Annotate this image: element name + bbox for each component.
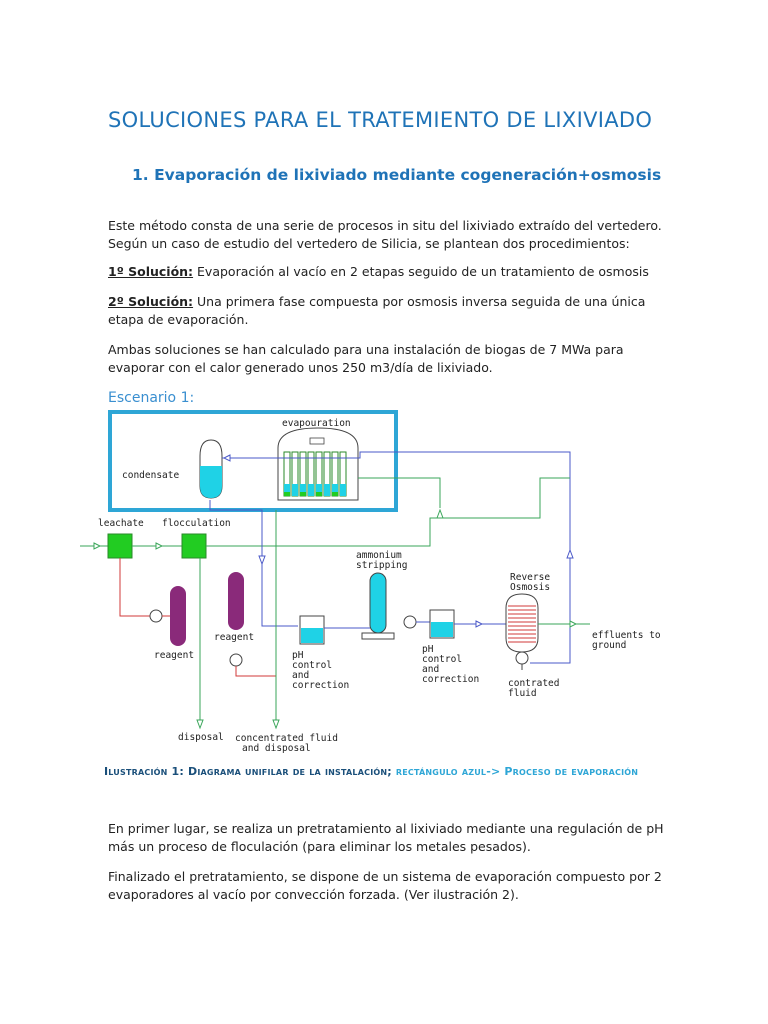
solution-1-label: 1º Solución:	[108, 264, 194, 279]
label-ph2-a: pH	[422, 644, 434, 655]
label-flocculation: flocculation	[162, 518, 231, 529]
both-solutions-paragraph: Ambas soluciones se han calculado para una instalación de biogas de 7 MWa para evaporar con el calor generado unos 250 m3/día de lixiviado.	[108, 342, 624, 375]
label-osmosis: Osmosis	[510, 582, 551, 593]
solution-2-label: 2º Solución:	[108, 294, 194, 309]
label-evapouration: evapouration	[282, 418, 351, 429]
flocculation-tank	[182, 534, 206, 558]
reagent-1-tank	[170, 586, 186, 646]
label-ph2-b: control	[422, 654, 463, 665]
label-effluents-2: ground	[592, 640, 627, 651]
figure-caption	[104, 765, 638, 778]
reverse-osmosis-unit	[506, 594, 538, 652]
pump-1-icon	[150, 610, 162, 622]
reagent-2-tank	[228, 572, 244, 630]
solution-1-text: Evaporación al vacío en 2 etapas seguido de un tratamiento de osmosis	[193, 264, 649, 279]
pretreatment-paragraph: En primer lugar, se realiza un pretratamiento al lixiviado mediante una regulación de pH más un proceso de floculación (para eliminar los metales pesados).	[108, 821, 664, 854]
leachate-tank	[108, 534, 132, 558]
label-leachate: leachate	[98, 518, 144, 529]
solution-2-text: Una primera fase compuesta por osmosis inversa seguida de una única etapa de evaporación.	[108, 294, 646, 327]
solution-1-paragraph	[108, 263, 668, 281]
pump-3-icon	[404, 616, 416, 628]
label-concentrated-2: and disposal	[242, 743, 311, 754]
label-ph2-d: correction	[422, 674, 480, 685]
section-heading: 1. Evaporación de lixiviado mediante cogeneración+osmosis	[132, 166, 662, 184]
solution-2-paragraph	[108, 293, 668, 329]
red-line-1	[120, 558, 150, 616]
label-concentrated-1: concentrated fluid	[235, 733, 338, 744]
label-effluents-1: effluents to	[592, 630, 661, 641]
label-disposal: disposal	[178, 732, 224, 743]
label-ph1-c: and	[292, 670, 310, 681]
page-title: SOLUCIONES PARA EL TRATEMIENTO DE LIXIVIADO	[108, 108, 653, 132]
ammonium-stripping-column	[370, 573, 386, 633]
label-contrated-1: contrated	[508, 678, 560, 689]
evaporation-paragraph: Finalizado el pretratamiento, se dispone de un sistema de evaporación compuesto por 2 evaporadores al vacío por convección forzada. (Ver ilustración 2).	[108, 869, 662, 902]
pump-2-icon	[230, 654, 242, 666]
label-reagent-a: reagent	[154, 650, 195, 661]
label-ph1-d: correction	[292, 680, 350, 691]
label-ph2-c: and	[422, 664, 440, 675]
process-flow-diagram	[70, 408, 710, 758]
intro-paragraph: Este método consta de una serie de procesos in situ del lixiviado extraído del vertedero. Según un caso de estudio del vertedero de Silicia, se plantean dos procedimientos:	[108, 218, 662, 251]
caption-highlight: rectángulo azul-> Proceso de evaporación	[395, 765, 639, 778]
label-reverse: Reverse	[510, 572, 551, 583]
pump-4-icon	[516, 652, 528, 664]
scenario-heading: Escenario 1:	[108, 390, 195, 406]
evaporator-unit	[278, 428, 358, 500]
label-ph1-a: pH	[292, 650, 304, 661]
label-ph1-b: control	[292, 660, 333, 671]
label-condensate: condensate	[122, 470, 180, 481]
label-reagent-b: reagent	[214, 632, 255, 643]
caption-main: Ilustración 1: Diagrama unifilar de la instalación;	[104, 765, 396, 778]
label-contrated-2: fluid	[508, 688, 537, 699]
green-line-evap	[358, 478, 440, 508]
label-stripping: stripping	[356, 560, 408, 571]
condensate-vessel	[200, 440, 222, 498]
label-ammonium: ammonium	[356, 550, 402, 561]
